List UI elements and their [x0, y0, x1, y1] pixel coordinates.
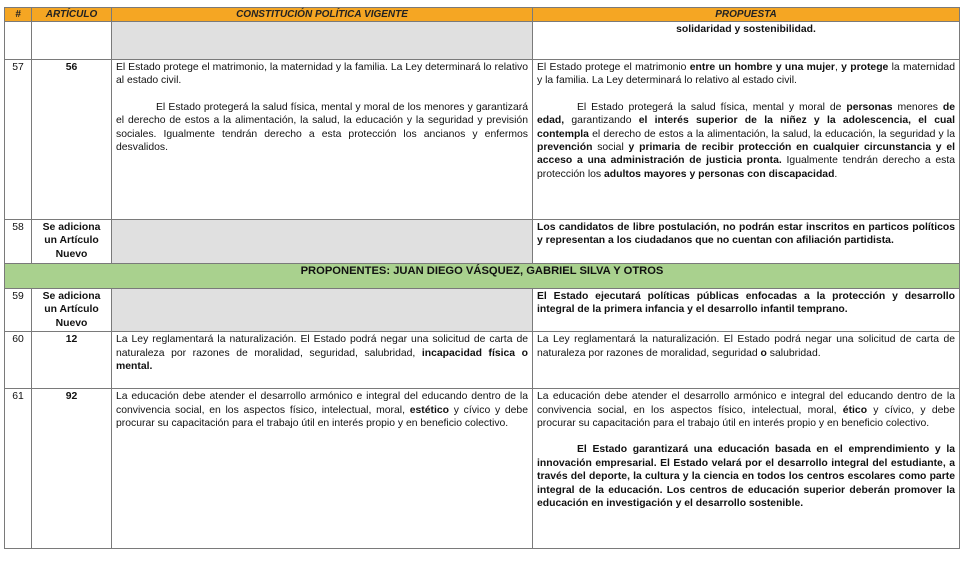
constitucion-text: El Estado protegerá la salud física, mental y moral de los menores y garantizará el derecho de estos a la alimentación, la salud, la educación y la seguridad y previsión sociales. Igualmente tendrán derecho a esta protección los ancianos y enfermos desvalidos. — [116, 101, 528, 154]
row-num: 58 — [5, 220, 32, 264]
propuesta-text: solidaridad y sostenibilidad. — [676, 24, 816, 35]
propuesta-cell — [533, 220, 960, 264]
row-num: 60 — [5, 332, 32, 389]
propuesta-text: El Estado protegerá la salud física, mental y moral de personas menores de edad, garantizando el interés superior de la niñez y la adolescencia, el cual contempla el derecho de estos a la alimentación, la salud, la educación, la seguridad y la prevención social y primaria de recibir protección en cualquier circunstancia y el acceso a una administración de justicia pronta. Igualmente tendrán derecho a esta protección los adultos mayores y personas con discapacidad. — [537, 101, 956, 180]
table-row — [5, 220, 960, 264]
propuesta-text: El Estado protege el matrimonio entre un hombre y una mujer, y protege la maternidad y la familia. La Ley determinará lo relativo al estado civil. — [537, 62, 955, 87]
table-row — [5, 389, 960, 549]
section-row — [5, 264, 960, 289]
table-row — [5, 22, 960, 60]
constitucion-text: La Ley reglamentará la naturalización. El Estado podrá negar una solicitud de carta de naturaleza por razones de moralidad, seguridad, salubridad, incapacidad física o mental. — [116, 334, 528, 373]
propuesta-text: La Ley reglamentará la naturalización. El Estado podrá negar una solicitud de carta de naturaleza por razones de moralidad, seguridad o salubridad. — [537, 334, 955, 359]
constitucion-cell — [112, 332, 533, 389]
propuesta-text: Los candidatos de libre postulación, no podrán estar inscritos en particos políticos y representan a los ciudadanos que no cuentan con afiliación partidista. — [537, 222, 955, 247]
row-num: 57 — [5, 60, 32, 220]
row-articulo: 12 — [32, 332, 112, 389]
row-articulo: Se adiciona un Artículo Nuevo — [32, 220, 112, 264]
header-num: # — [5, 8, 32, 22]
header-constitucion: CONSTITUCIÓN POLÍTICA VIGENTE — [112, 8, 533, 22]
row-num: 59 — [5, 289, 32, 332]
propuesta-cell — [533, 60, 960, 220]
constitucion-cell — [112, 60, 533, 220]
propuesta-cell — [533, 389, 960, 549]
constitucion-text: El Estado protege el matrimonio, la maternidad y la familia. La Ley determinará lo relativo al estado civil. — [116, 62, 528, 87]
row-num: 61 — [5, 389, 32, 549]
table-row — [5, 332, 960, 389]
propuesta-cell — [533, 289, 960, 332]
header-propuesta: PROPUESTA — [533, 8, 960, 22]
section-title: PROPONENTES: JUAN DIEGO VÁSQUEZ, GABRIEL SILVA Y OTROS — [5, 264, 960, 289]
propuesta-text: El Estado ejecutará políticas públicas enfocadas a la protección y desarrollo integral de la primera infancia y el desarrollo infantil temprano. — [537, 291, 955, 316]
constitucion-cell — [112, 389, 533, 549]
header-articulo: ARTÍCULO — [32, 8, 112, 22]
propuesta-cell — [533, 332, 960, 389]
row-articulo: 56 — [32, 60, 112, 220]
row-articulo: Se adiciona un Artículo Nuevo — [32, 289, 112, 332]
row-articulo: 92 — [32, 389, 112, 549]
propuesta-text: El Estado garantizará una educación basada en el emprendimiento y la innovación empresarial. El Estado velará por el desarrollo integral del estudiante, a través del deporte, la cultura y la ciencia en todos los centros escolares como parte integral de la educación. Los centros de educación superior deberán promover la educación en investigación y el desarrollo sostenible. — [537, 444, 955, 510]
table-header — [5, 8, 960, 22]
constitucion-text: La educación debe atender el desarrollo armónico e integral del educando dentro de la convivencia social, en los aspectos físico, intelectual, moral, estético y cívico y debe procurar su capacitación para el trabajo útil en interés propio y en beneficio colectivo. — [116, 391, 528, 430]
table-row — [5, 289, 960, 332]
comparison-table — [4, 7, 960, 549]
table-row — [5, 60, 960, 220]
propuesta-text: La educación debe atender el desarrollo armónico e integral del educando dentro de la convivencia social, en los aspectos físico, intelectual, moral, ético y cívico, y debe procurar su capacitación para el trabajo útil en interés propio y en beneficio colectivo. — [537, 391, 955, 430]
